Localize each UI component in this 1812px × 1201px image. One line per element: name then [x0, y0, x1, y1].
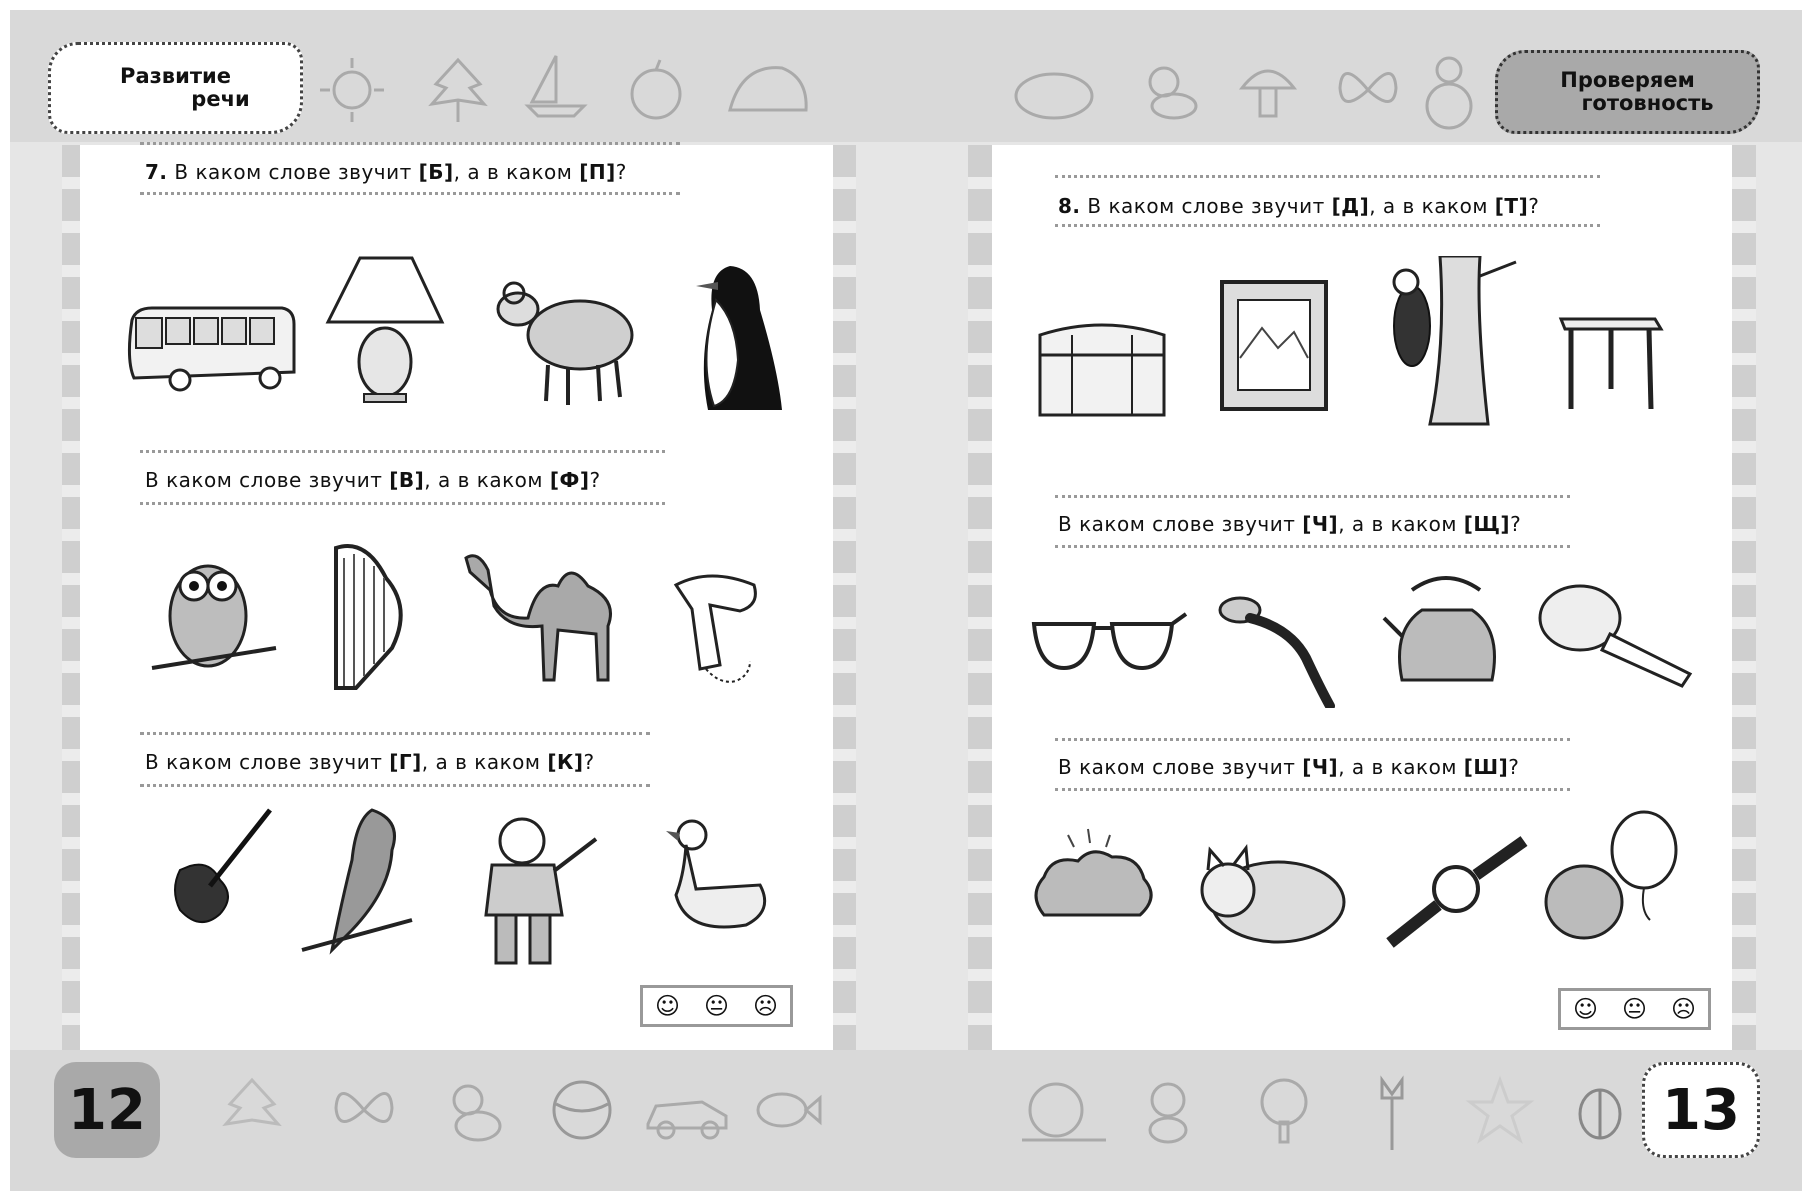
question-mid: , а в каком	[1338, 512, 1457, 536]
wristwatch-picture	[1382, 835, 1532, 950]
framed-picture	[1218, 278, 1330, 413]
question-mark: ?	[1528, 194, 1540, 218]
divider	[1055, 224, 1600, 227]
section-title-line1: Проверяем	[1560, 67, 1695, 92]
smile-icon[interactable]: ☺	[654, 992, 681, 1020]
apple-icon	[620, 54, 692, 126]
chest-picture	[1032, 315, 1172, 420]
question-mark: ?	[1508, 755, 1520, 779]
divider	[1055, 175, 1600, 178]
book-spread	[10, 10, 1802, 1191]
snail-icon	[1016, 1070, 1112, 1150]
violin-picture	[150, 800, 280, 940]
hedgehog-icon	[722, 54, 814, 126]
self-assessment-left[interactable]	[640, 985, 793, 1027]
hairdryer-picture	[670, 565, 766, 690]
sound-b: [Ф]	[549, 468, 590, 492]
sound-a: [Ч]	[1302, 755, 1339, 779]
question-mid: , а в каком	[1338, 755, 1457, 779]
task-number: 7.	[145, 160, 168, 184]
divider	[140, 784, 650, 787]
task-number: 8.	[1058, 194, 1081, 218]
question-mark: ?	[589, 468, 601, 492]
sound-b: [П]	[579, 160, 616, 184]
question-text: В каком слове звучит	[1058, 512, 1296, 536]
right-inner-rail	[968, 145, 992, 1050]
sound-a: [Б]	[418, 160, 454, 184]
sound-b: [К]	[547, 750, 584, 774]
sound-a: [Ч]	[1302, 512, 1339, 536]
question-mark: ?	[1510, 512, 1522, 536]
question-text: В каком слове звучит	[1087, 194, 1325, 218]
cat-icon	[1008, 54, 1100, 126]
question-text: В каком слове звучит	[174, 160, 412, 184]
sound-a: [В]	[389, 468, 425, 492]
butterfly-icon	[1332, 54, 1404, 126]
section-title-line1: Развитие	[120, 63, 231, 88]
lamp-picture	[320, 250, 450, 405]
goose-picture	[656, 815, 776, 960]
task7-question1	[145, 160, 627, 184]
divider	[140, 732, 650, 735]
fish-icon	[750, 1074, 822, 1146]
sound-b: [Ш]	[1463, 755, 1509, 779]
section-badge-right	[1495, 50, 1760, 134]
sun-icon	[316, 54, 388, 126]
cloud-with-sun-picture	[1028, 825, 1160, 925]
harp-picture	[326, 538, 416, 693]
question-mark: ?	[583, 750, 595, 774]
task8-question1	[1058, 194, 1539, 218]
sound-a: [Г]	[389, 750, 422, 774]
sound-b: [Т]	[1494, 194, 1529, 218]
ram-picture	[488, 275, 638, 410]
smile-icon[interactable]: ☺	[1572, 995, 1599, 1023]
neutral-face-icon[interactable]: 😐	[703, 992, 730, 1020]
question-mark: ?	[615, 160, 627, 184]
divider	[1055, 545, 1570, 548]
owl-picture	[148, 540, 278, 685]
woodpecker-picture	[1370, 256, 1518, 426]
ball-icon	[546, 1074, 618, 1146]
beetle-icon	[1564, 1074, 1636, 1146]
bird-icon	[1134, 54, 1206, 126]
page-number-left: 12	[54, 1062, 160, 1158]
divider	[1055, 738, 1570, 741]
question-mid: , а в каком	[1369, 194, 1488, 218]
leaf-icon	[216, 1074, 288, 1146]
cockatoo-picture	[292, 800, 422, 965]
kettle-picture	[1382, 570, 1512, 685]
leaf-icon	[422, 54, 494, 126]
camel-picture	[458, 530, 628, 690]
task7-question2	[145, 468, 601, 492]
question-mid: , а в каком	[424, 468, 543, 492]
divider	[140, 502, 665, 505]
section-title-line2: речи	[191, 87, 250, 111]
right-rail	[1732, 145, 1756, 1050]
question-mid: , а в каком	[453, 160, 573, 184]
flower-icon	[1362, 1070, 1422, 1154]
sailboat-icon	[520, 50, 592, 122]
question-text: В каком слове звучит	[145, 750, 383, 774]
question-text: В каком слове звучит	[145, 468, 383, 492]
task8-question3	[1058, 755, 1519, 779]
sound-b: [Щ]	[1463, 512, 1511, 536]
neutral-face-icon[interactable]: 😐	[1621, 995, 1648, 1023]
clown-picture	[462, 805, 602, 970]
divider	[1055, 788, 1570, 791]
hairbrush-picture	[1530, 578, 1700, 690]
puppy-icon	[438, 1074, 510, 1146]
penguin-picture	[678, 260, 788, 420]
self-assessment-right[interactable]	[1558, 988, 1711, 1030]
question-text: В каком слове звучит	[1058, 755, 1296, 779]
butterfly-icon	[328, 1074, 400, 1146]
car-icon	[642, 1076, 732, 1148]
divider	[140, 142, 680, 145]
divider	[140, 450, 665, 453]
question-mid: , а в каком	[421, 750, 541, 774]
sleeping-cat-picture	[1188, 840, 1350, 952]
mushroom-icon	[1232, 54, 1304, 126]
task7-question3	[145, 750, 595, 774]
snowman-icon	[1422, 50, 1476, 136]
left-inner-rail	[832, 145, 856, 1050]
sad-face-icon[interactable]: ☹	[1670, 995, 1697, 1023]
lizard-picture	[1210, 588, 1350, 708]
divider	[1055, 495, 1570, 498]
sad-face-icon[interactable]: ☹	[752, 992, 779, 1020]
sound-a: [Д]	[1331, 194, 1370, 218]
section-badge-left	[48, 42, 303, 134]
tree-icon	[1248, 1074, 1320, 1146]
divider	[140, 192, 680, 195]
kitten-icon	[1132, 1074, 1204, 1146]
stool-picture	[1555, 305, 1665, 415]
bus-picture	[122, 300, 302, 395]
page-number-right: 13	[1642, 1062, 1760, 1158]
sunglasses-picture	[1028, 608, 1188, 680]
star-icon	[1464, 1074, 1536, 1146]
task8-question2	[1058, 512, 1521, 536]
balloons-picture	[1540, 810, 1690, 950]
section-title-line2: готовность	[1581, 91, 1714, 115]
